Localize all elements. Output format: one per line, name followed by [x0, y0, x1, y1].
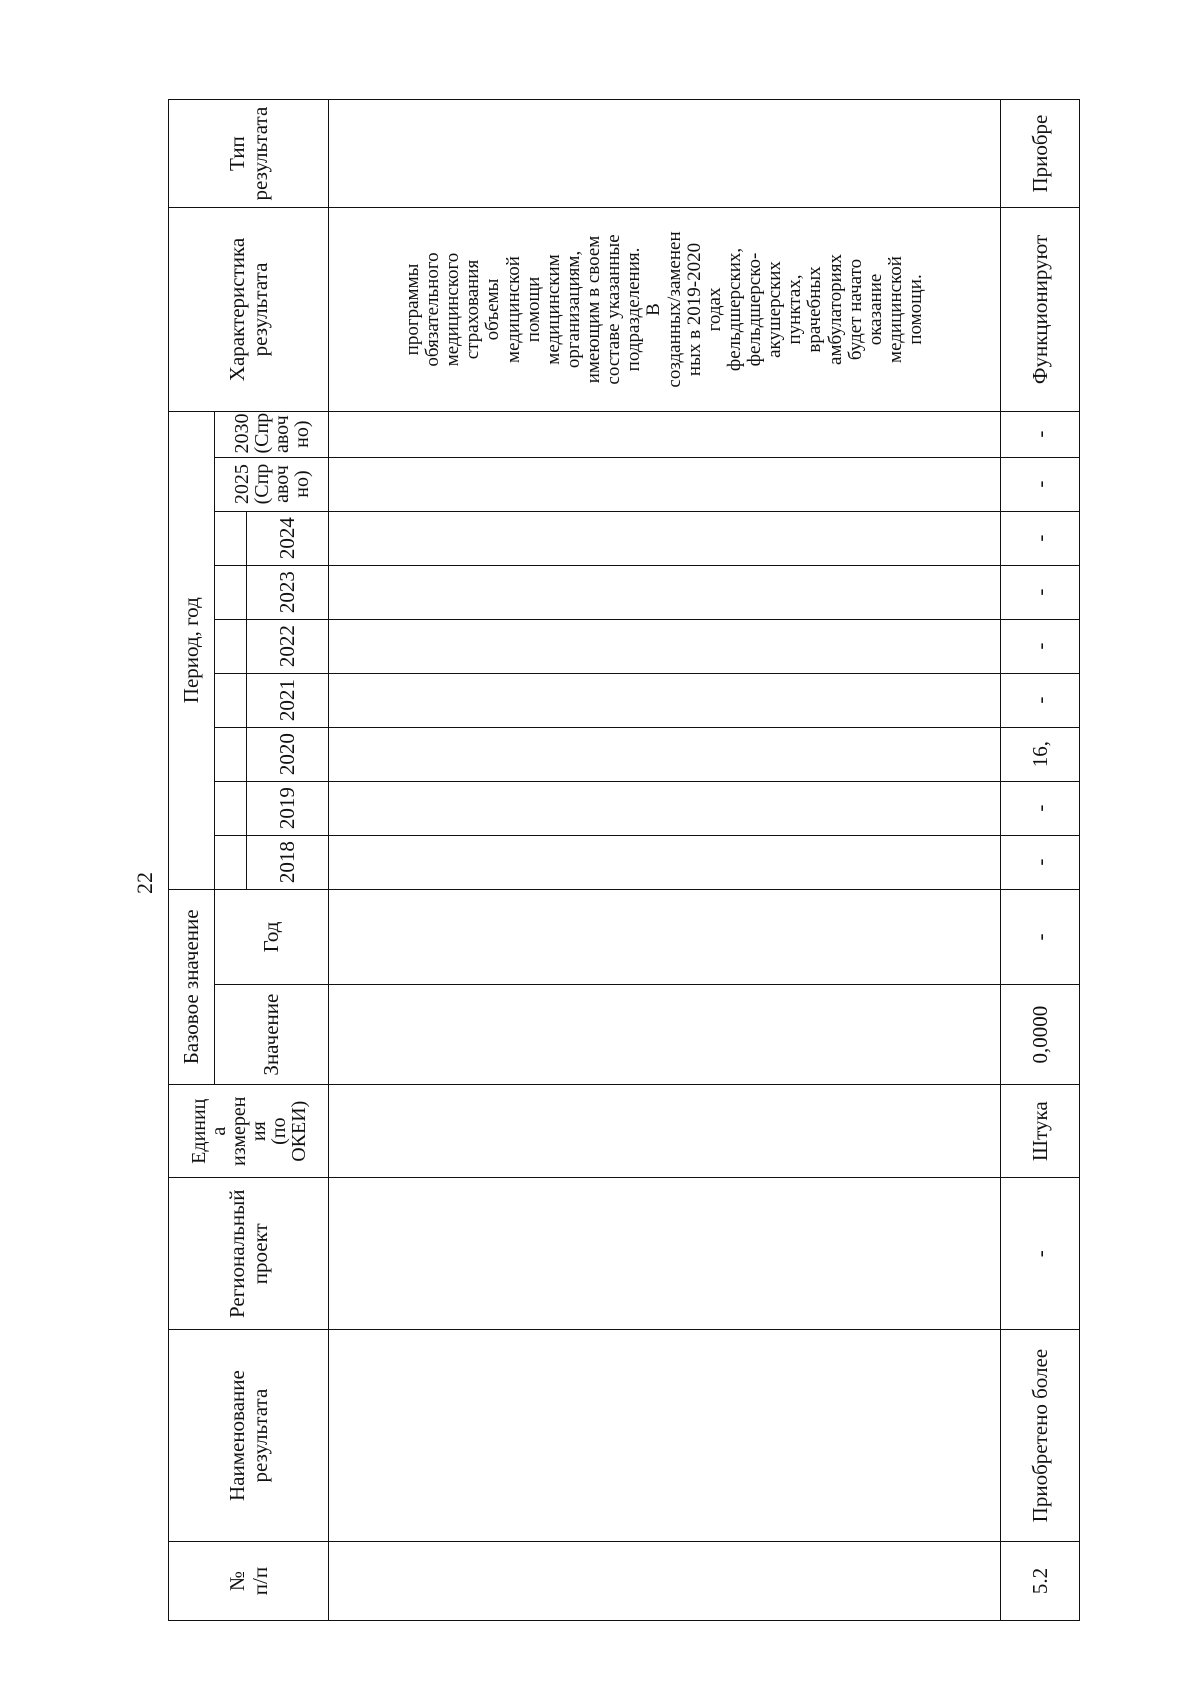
header-row-1: [169, 100, 215, 1621]
row-unit: Штука: [1001, 1084, 1080, 1177]
row-year-value: 16,: [1001, 727, 1080, 781]
row-type: Приобре: [1001, 100, 1080, 208]
row-name: Приобретено более: [1001, 1330, 1080, 1542]
header-name: Наименование результата: [169, 1330, 329, 1542]
header-year: 2022: [247, 619, 329, 673]
header-year: 2021: [247, 673, 329, 727]
empty-cell: [329, 100, 1001, 208]
header-unit: Единиц а измерен ия (по ОКЕИ): [169, 1084, 329, 1177]
empty-cell: [329, 565, 1001, 619]
empty-cell: [329, 673, 1001, 727]
empty-cell: [329, 781, 1001, 835]
header-spacer: [215, 781, 247, 835]
header-base-value: Значение: [215, 985, 329, 1085]
row-year-value: -: [1001, 673, 1080, 727]
rotated-page-area: [168, 99, 1200, 1596]
rotated-table-wrapper: [168, 99, 1079, 1621]
header-year: 2024: [247, 511, 329, 565]
empty-cell: [329, 1330, 1001, 1542]
empty-cell: [329, 835, 1001, 889]
header-spacer: [215, 835, 247, 889]
row-year-value: -: [1001, 835, 1080, 889]
empty-cell: [329, 619, 1001, 673]
row-year-2030: -: [1001, 411, 1080, 457]
results-table: [168, 99, 1080, 1621]
empty-cell: [329, 1542, 1001, 1621]
header-base-year: Год: [215, 889, 329, 985]
row-year-value: -: [1001, 781, 1080, 835]
header-year-2030: 2030 (Спр авоч но): [215, 411, 329, 457]
header-year-2025: 2025 (Спр авоч но): [215, 457, 329, 511]
header-year: 2023: [247, 565, 329, 619]
row-base-value: 0,0000: [1001, 985, 1080, 1085]
row-year-value: -: [1001, 565, 1080, 619]
header-project: Региональный проект: [169, 1178, 329, 1330]
header-type: Тип результата: [169, 100, 329, 208]
row-characteristic: Функционируют: [1001, 208, 1080, 412]
row-num: 5.2: [1001, 1542, 1080, 1621]
characteristic-continuation: программы обязательного медицинского страхования объемы медицинской помощи медицинским организациям, имеющим в своем составе указанные подразделения. В созданных/заменен ных в 2019-2020 годах фельдшерских, фельдшерско- акушерских пунктах, врачебных амбулаториях будет начато оказание медицинской помощи.: [329, 208, 1001, 412]
row-year-value: -: [1001, 619, 1080, 673]
empty-cell: [329, 457, 1001, 511]
table-row: [1001, 100, 1080, 1621]
header-spacer: [215, 673, 247, 727]
continuation-row: [329, 100, 1001, 1621]
header-year: 2018: [247, 835, 329, 889]
header-spacer: [215, 565, 247, 619]
header-spacer: [215, 727, 247, 781]
empty-cell: [329, 1084, 1001, 1177]
header-year: 2019: [247, 781, 329, 835]
header-base: Базовое значение: [169, 889, 215, 1084]
row-project: -: [1001, 1178, 1080, 1330]
header-period: Период, год: [169, 411, 215, 889]
header-characteristic: Характеристика результата: [169, 208, 329, 412]
empty-cell: [329, 727, 1001, 781]
empty-cell: [329, 889, 1001, 985]
empty-cell: [329, 411, 1001, 457]
empty-cell: [329, 511, 1001, 565]
row-year-value: -: [1001, 511, 1080, 565]
header-spacer: [215, 511, 247, 565]
row-year-2025: -: [1001, 457, 1080, 511]
header-year: 2020: [247, 727, 329, 781]
header-num: № п/п: [169, 1542, 329, 1621]
row-base-year: -: [1001, 889, 1080, 985]
empty-cell: [329, 985, 1001, 1085]
header-spacer: [215, 619, 247, 673]
page-number: 22: [132, 872, 157, 894]
empty-cell: [329, 1178, 1001, 1330]
